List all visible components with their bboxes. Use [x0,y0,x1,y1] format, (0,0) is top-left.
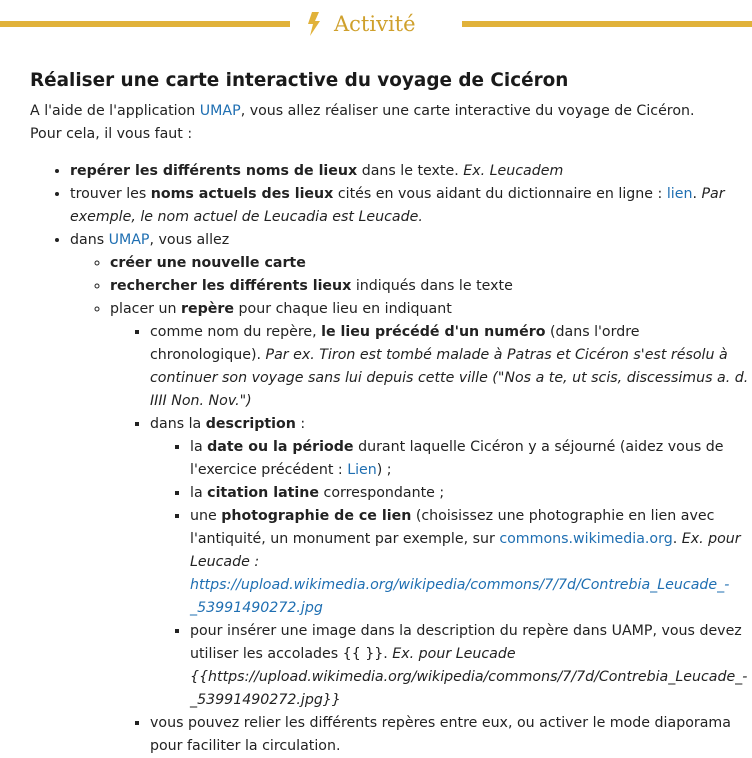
list-item [110,275,750,298]
step-text: dans [70,232,109,248]
dictionary-link[interactable]: lien [666,186,693,202]
list-item [70,229,750,758]
step-text: indiqués dans le texte [351,278,513,294]
step-text: (choisissez une photographie en lien avec l'antiquité, un monument par exemple, sur [190,508,715,547]
step-bold: citation latine [207,485,320,501]
step-bold: date ou la période [207,439,354,455]
step-text: trouver les [70,186,151,202]
intro-text: A l'aide de l'application [30,103,200,119]
description-list [150,436,750,712]
step-text: pour insérer une image dans la description du repère dans UAMP, vous devez utiliser les accolades {{ }}. [190,623,742,662]
umap-steps-list [70,252,750,758]
banner-header [306,10,416,38]
activity-banner [0,10,752,38]
step-bold: créer une nouvelle carte [110,255,306,271]
step-text: dans la [150,416,206,432]
list-item [70,183,750,229]
step-text: . [692,186,702,202]
step-text: (dans l'ordre chronologique). [150,324,640,363]
previous-exercise-link[interactable]: Lien [347,462,377,478]
banner-rule-left [0,21,290,27]
step-text: : [295,416,306,432]
list-item [110,252,750,275]
step-text: cités en vous aidant du dictionnaire en ligne : [333,186,667,202]
step-text: , vous allez [149,232,230,248]
step-bold: repérer les différents noms de lieux [70,163,358,179]
intro-text: , vous allez réaliser une carte interactive du voyage de Cicéron. [240,103,695,119]
banner-title: Activité [334,12,416,36]
step-bold: description [205,416,296,432]
list-item [110,298,750,758]
list-item [190,482,750,505]
step-text: pour chaque lieu en indiquant [234,301,452,317]
list-item [150,321,750,413]
list-item [190,620,750,712]
banner-rule-right [462,21,752,27]
step-text: la [190,439,208,455]
step-example: Ex. pour Leucade {{https://upload.wikimedia.org/wikipedia/commons/7/7d/Contrebia_Leucade_-_53991490272.jpg}} [190,646,748,708]
step-text: une [190,508,222,524]
list-item [190,436,750,482]
page-title: Réaliser une carte interactive du voyage de Cicéron [30,70,569,91]
step-example: Par ex. Tiron est tombé malade à Patras et Cicéron s'est résolu à continuer son voyage sans lui depuis cette ville ("Nos a te, ut scis, discessimus a. d. IIII Non. Nov.") [150,347,749,409]
steps-list [30,160,750,758]
marker-details-list [110,321,750,758]
step-bold: rechercher les différents lieux [110,278,352,294]
lightning-icon [306,12,322,36]
step-bold: noms actuels des lieux [150,186,334,202]
step-text: vous pouvez relier les différents repères entre eux, ou activer le mode diaporama pour faciliter la circulation. [150,715,731,754]
step-example: Ex. Leucadem [463,163,564,179]
wikimedia-commons-link[interactable]: commons.wikimedia.org [499,531,673,547]
step-text: la [190,485,208,501]
step-text: . [672,531,682,547]
step-text: ) ; [376,462,392,478]
intro-text: Pour cela, il vous faut : [30,126,193,142]
activity-content [30,66,750,758]
step-text: placer un [110,301,182,317]
umap-link[interactable]: UMAP [108,232,150,248]
step-bold: photographie de ce lien [221,508,412,524]
list-item [70,160,750,183]
umap-link[interactable]: UMAP [199,103,241,119]
step-text: durant laquelle Cicéron y a séjourné (aidez vous de l'exercice précédent : [190,439,724,478]
step-text: correspondante ; [319,485,445,501]
step-text: comme nom du repère, [150,324,322,340]
list-item [150,712,750,758]
list-item [190,505,750,620]
image-url-link[interactable]: https://upload.wikimedia.org/wikipedia/commons/7/7d/Contrebia_Leucade_-_53991490272.jpg [190,577,730,616]
step-example: Par exemple, le nom actuel de Leucadia est Leucade. [70,186,725,225]
step-example: Ex. pour Leucade : [190,531,741,570]
intro-paragraph [30,100,750,146]
step-bold: le lieu précédé d'un numéro [321,324,546,340]
list-item [150,413,750,712]
step-text: dans le texte. [357,163,464,179]
step-bold: repère [181,301,235,317]
